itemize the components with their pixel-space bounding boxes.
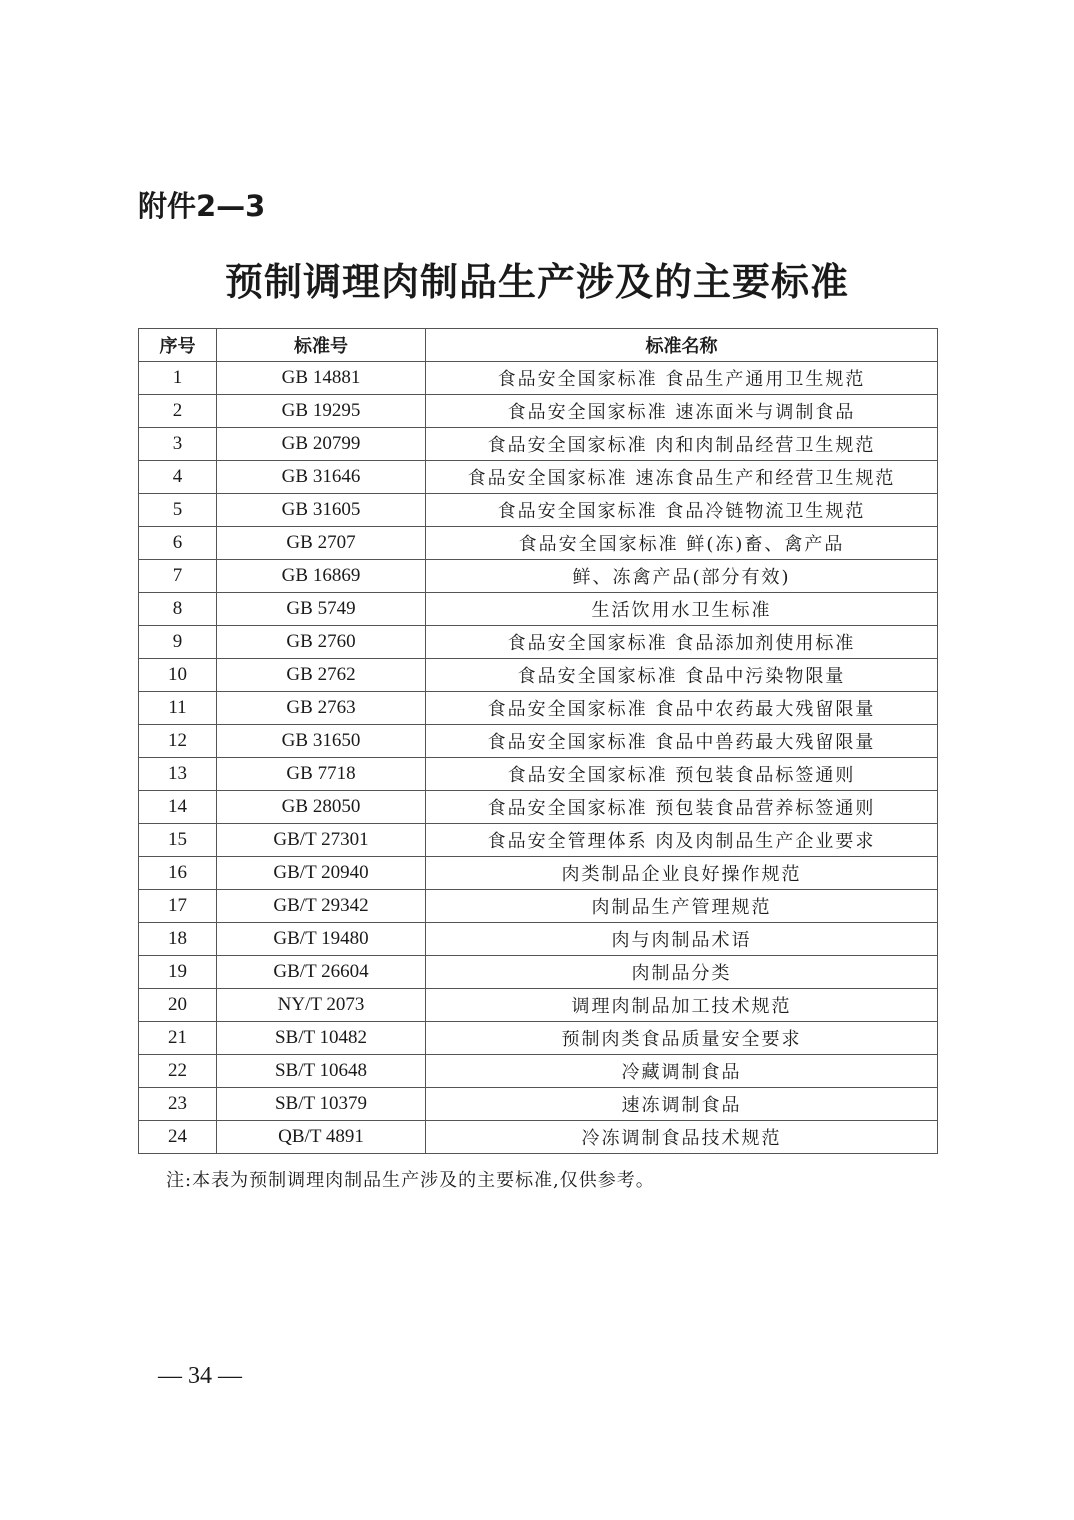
cell-number: 24	[139, 1121, 217, 1154]
cell-standard-code: GB/T 26604	[217, 956, 426, 989]
cell-standard-name: 食品安全国家标准 速冻面米与调制食品	[426, 395, 938, 428]
cell-number: 19	[139, 956, 217, 989]
table-row	[139, 659, 938, 692]
cell-standard-code: GB 2763	[217, 692, 426, 725]
table-row	[139, 362, 938, 395]
cell-standard-code: GB 2762	[217, 659, 426, 692]
cell-standard-code: SB/T 10482	[217, 1022, 426, 1055]
cell-number: 21	[139, 1022, 217, 1055]
cell-standard-code: GB 28050	[217, 791, 426, 824]
cell-number: 10	[139, 659, 217, 692]
cell-number: 14	[139, 791, 217, 824]
cell-standard-name: 食品安全国家标准 预包装食品营养标签通则	[426, 791, 938, 824]
table-row	[139, 560, 938, 593]
cell-standard-name: 生活饮用水卫生标准	[426, 593, 938, 626]
cell-standard-code: GB/T 29342	[217, 890, 426, 923]
page-number: — 34 —	[158, 1363, 242, 1389]
cell-number: 17	[139, 890, 217, 923]
cell-standard-name: 速冻调制食品	[426, 1088, 938, 1121]
cell-standard-code: GB 5749	[217, 593, 426, 626]
table-row	[139, 956, 938, 989]
table-header-row	[139, 329, 938, 362]
cell-standard-code: GB 31605	[217, 494, 426, 527]
table-row	[139, 527, 938, 560]
cell-standard-code: GB 2760	[217, 626, 426, 659]
cell-number: 12	[139, 725, 217, 758]
cell-number: 13	[139, 758, 217, 791]
table-row	[139, 1022, 938, 1055]
standards-table	[138, 328, 938, 1154]
table-row	[139, 692, 938, 725]
table-row	[139, 923, 938, 956]
cell-standard-name: 鲜、冻禽产品(部分有效)	[426, 560, 938, 593]
page-title: 预制调理肉制品生产涉及的主要标准	[224, 259, 849, 304]
cell-standard-name: 食品安全国家标准 食品生产通用卫生规范	[426, 362, 938, 395]
table-row	[139, 890, 938, 923]
column-header-name: 标准名称	[426, 329, 938, 362]
cell-standard-name: 冷藏调制食品	[426, 1055, 938, 1088]
table-row	[139, 758, 938, 791]
cell-number: 7	[139, 560, 217, 593]
cell-number: 18	[139, 923, 217, 956]
cell-standard-code: GB 7718	[217, 758, 426, 791]
table-row	[139, 824, 938, 857]
cell-standard-name: 食品安全国家标准 食品中污染物限量	[426, 659, 938, 692]
cell-standard-code: GB 19295	[217, 395, 426, 428]
cell-number: 5	[139, 494, 217, 527]
cell-number: 22	[139, 1055, 217, 1088]
cell-number: 15	[139, 824, 217, 857]
cell-standard-code: GB 14881	[217, 362, 426, 395]
cell-number: 16	[139, 857, 217, 890]
table-row	[139, 395, 938, 428]
cell-number: 6	[139, 527, 217, 560]
table-row	[139, 1088, 938, 1121]
cell-standard-code: GB/T 19480	[217, 923, 426, 956]
cell-standard-name: 食品安全管理体系 肉及肉制品生产企业要求	[426, 824, 938, 857]
cell-standard-name: 食品安全国家标准 预包装食品标签通则	[426, 758, 938, 791]
cell-number: 4	[139, 461, 217, 494]
cell-standard-name: 食品安全国家标准 食品中兽药最大残留限量	[426, 725, 938, 758]
cell-standard-code: GB 2707	[217, 527, 426, 560]
table-row	[139, 725, 938, 758]
table-note: 注:本表为预制调理肉制品生产涉及的主要标准,仅供参考。	[166, 1170, 655, 1191]
cell-standard-name: 预制肉类食品质量安全要求	[426, 1022, 938, 1055]
cell-number: 8	[139, 593, 217, 626]
table-row	[139, 1121, 938, 1154]
cell-standard-name: 肉制品生产管理规范	[426, 890, 938, 923]
table-row	[139, 461, 938, 494]
cell-standard-name: 调理肉制品加工技术规范	[426, 989, 938, 1022]
cell-standard-code: QB/T 4891	[217, 1121, 426, 1154]
cell-standard-code: GB/T 20940	[217, 857, 426, 890]
cell-standard-code: GB 31646	[217, 461, 426, 494]
table-row	[139, 1055, 938, 1088]
table-row	[139, 791, 938, 824]
table-row	[139, 428, 938, 461]
cell-standard-name: 肉与肉制品术语	[426, 923, 938, 956]
cell-standard-code: GB 16869	[217, 560, 426, 593]
cell-standard-code: GB 20799	[217, 428, 426, 461]
cell-standard-code: SB/T 10648	[217, 1055, 426, 1088]
cell-number: 20	[139, 989, 217, 1022]
cell-number: 23	[139, 1088, 217, 1121]
cell-number: 1	[139, 362, 217, 395]
table-row	[139, 626, 938, 659]
cell-number: 9	[139, 626, 217, 659]
attachment-label: 附件2—3	[138, 189, 266, 223]
cell-number: 3	[139, 428, 217, 461]
table-row	[139, 989, 938, 1022]
cell-standard-name: 食品安全国家标准 速冻食品生产和经营卫生规范	[426, 461, 938, 494]
cell-number: 2	[139, 395, 217, 428]
cell-standard-name: 食品安全国家标准 肉和肉制品经营卫生规范	[426, 428, 938, 461]
cell-standard-code: NY/T 2073	[217, 989, 426, 1022]
cell-standard-name: 食品安全国家标准 食品添加剂使用标准	[426, 626, 938, 659]
table-row	[139, 857, 938, 890]
column-header-number: 序号	[139, 329, 217, 362]
cell-standard-code: SB/T 10379	[217, 1088, 426, 1121]
column-header-code: 标准号	[217, 329, 426, 362]
cell-standard-name: 冷冻调制食品技术规范	[426, 1121, 938, 1154]
cell-standard-name: 食品安全国家标准 食品中农药最大残留限量	[426, 692, 938, 725]
table-row	[139, 593, 938, 626]
cell-standard-code: GB 31650	[217, 725, 426, 758]
cell-standard-name: 肉制品分类	[426, 956, 938, 989]
cell-standard-code: GB/T 27301	[217, 824, 426, 857]
cell-standard-name: 食品安全国家标准 食品冷链物流卫生规范	[426, 494, 938, 527]
cell-standard-name: 食品安全国家标准 鲜(冻)畜、禽产品	[426, 527, 938, 560]
table-body	[139, 362, 938, 1154]
cell-number: 11	[139, 692, 217, 725]
cell-standard-name: 肉类制品企业良好操作规范	[426, 857, 938, 890]
table-row	[139, 494, 938, 527]
